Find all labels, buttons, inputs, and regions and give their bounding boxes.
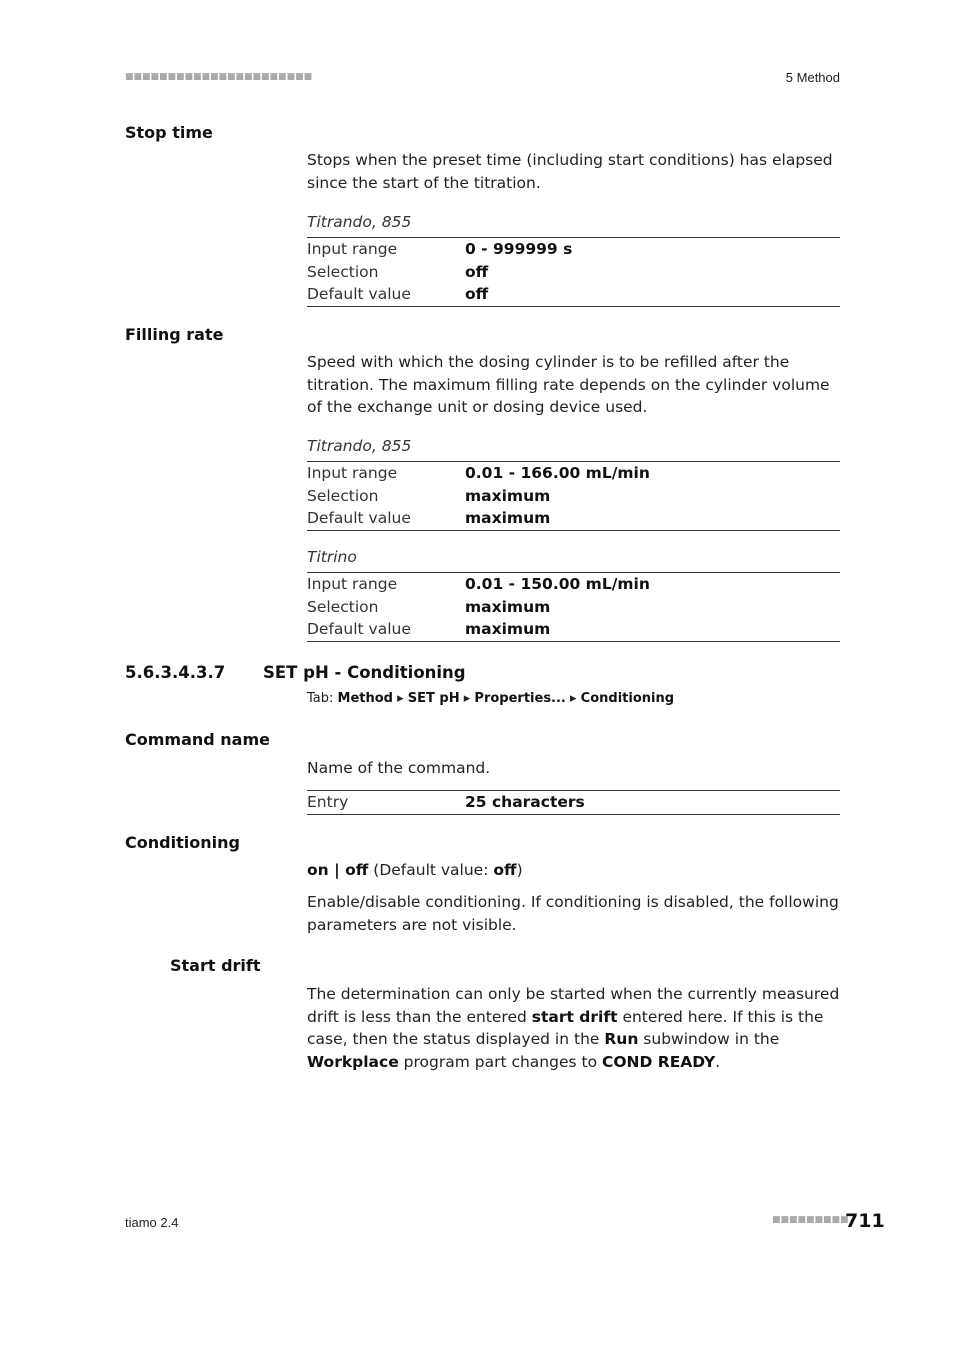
bold-term: Workplace bbox=[307, 1052, 399, 1071]
table-key: Selection bbox=[307, 262, 379, 281]
tab-path-separator: ▸ bbox=[565, 691, 581, 706]
page-number: 711 bbox=[845, 1210, 885, 1232]
table-row bbox=[307, 462, 840, 485]
table-row bbox=[307, 485, 840, 508]
text-span: subwindow in the bbox=[638, 1030, 780, 1048]
conditioning-description: Enable/disable conditioning. If conditioning is disabled, the following parameters are not visible. bbox=[307, 893, 839, 934]
tab-path-item: Conditioning bbox=[580, 691, 675, 706]
filling-rate-table-titrando bbox=[307, 461, 840, 531]
table-key: Selection bbox=[307, 486, 379, 505]
stop-time-heading: Stop time bbox=[125, 123, 213, 142]
table-row bbox=[307, 618, 840, 641]
table-row bbox=[307, 596, 840, 619]
bold-term: COND READY bbox=[601, 1052, 716, 1071]
conditioning-heading: Conditioning bbox=[125, 833, 240, 852]
table-key: Default value bbox=[307, 285, 411, 303]
table-key: Input range bbox=[307, 575, 398, 593]
text-span: program part changes to bbox=[398, 1052, 602, 1071]
table-key: Default value bbox=[307, 620, 411, 638]
default-value: off bbox=[493, 861, 517, 879]
bold-term: Run bbox=[604, 1030, 639, 1048]
section-number: 5.6.3.4.3.7 bbox=[125, 663, 226, 682]
stop-time-description: Stops when the preset time (including start conditions) has elapsed since the start of the titration. bbox=[307, 151, 833, 192]
filling-rate-table1-caption: Titrando, 855 bbox=[307, 437, 412, 455]
table-key: Selection bbox=[307, 597, 379, 616]
header-decoration: ■■■■■■■■■■■■■■■■■■■■■■ bbox=[125, 72, 313, 82]
tab-path-item: Method bbox=[337, 691, 393, 706]
table-value: 25 characters bbox=[465, 793, 585, 811]
table-value: maximum bbox=[465, 486, 551, 505]
text-span: The determination can only be started when the currently measured drift is less than the entered bbox=[307, 985, 840, 1026]
conditioning-options-value: on | off bbox=[307, 861, 369, 879]
text-span: . bbox=[715, 1052, 721, 1071]
command-name-heading: Command name bbox=[125, 730, 270, 749]
footer-product: tiamo 2.4 bbox=[125, 1215, 179, 1230]
filling-rate-description: Speed with which the dosing cylinder is to be refilled after the titration. The maximum filling rate depends on the cylinder volume of the exchange unit or dosing device used. bbox=[307, 353, 830, 416]
tab-prefix: Tab: bbox=[307, 691, 338, 706]
table-value: 0 - 999999 s bbox=[465, 240, 573, 258]
start-drift-heading: Start drift bbox=[170, 956, 261, 975]
table-row bbox=[307, 238, 840, 261]
table-value: 0.01 - 150.00 mL/min bbox=[465, 575, 650, 593]
command-name-description: Name of the command. bbox=[307, 759, 491, 777]
command-name-table bbox=[307, 790, 840, 815]
conditioning-options bbox=[307, 859, 840, 882]
filling-rate-table-titrino bbox=[307, 572, 840, 642]
chapter-label: 5 Method bbox=[785, 70, 840, 85]
filling-rate-heading: Filling rate bbox=[125, 325, 224, 344]
text-span: entered here. If this is the case, then the status displayed in the bbox=[307, 1007, 824, 1048]
tab-path-separator: ▸ bbox=[459, 691, 475, 706]
bold-term: start drift bbox=[531, 1007, 618, 1026]
tab-path-separator: ▸ bbox=[393, 691, 408, 706]
table-value: maximum bbox=[465, 597, 551, 616]
filling-rate-table2-caption: Titrino bbox=[307, 548, 357, 566]
start-drift-description bbox=[307, 983, 840, 1073]
table-row bbox=[307, 261, 840, 284]
table-key: Input range bbox=[307, 464, 398, 482]
table-row bbox=[307, 507, 840, 530]
footer-decoration: ■■■■■■■■■ bbox=[772, 1215, 849, 1225]
tab-path bbox=[307, 691, 674, 706]
table-key: Input range bbox=[307, 240, 398, 258]
table-row bbox=[307, 573, 840, 596]
stop-time-table bbox=[307, 237, 840, 307]
table-row bbox=[307, 791, 840, 814]
table-value: maximum bbox=[465, 620, 551, 638]
table-value: 0.01 - 166.00 mL/min bbox=[465, 464, 650, 482]
section-title: SET pH - Conditioning bbox=[263, 663, 466, 682]
default-suffix: ) bbox=[516, 861, 523, 879]
tab-path-item: SET pH bbox=[407, 691, 460, 706]
table-value: maximum bbox=[465, 509, 551, 527]
stop-time-table-caption: Titrando, 855 bbox=[307, 213, 412, 231]
tab-path-item: Properties... bbox=[474, 691, 566, 706]
table-value: off bbox=[465, 285, 489, 303]
table-row bbox=[307, 283, 840, 306]
table-key: Entry bbox=[307, 793, 349, 811]
default-label: (Default value: bbox=[368, 861, 494, 879]
table-key: Default value bbox=[307, 509, 411, 527]
table-value: off bbox=[465, 262, 489, 281]
